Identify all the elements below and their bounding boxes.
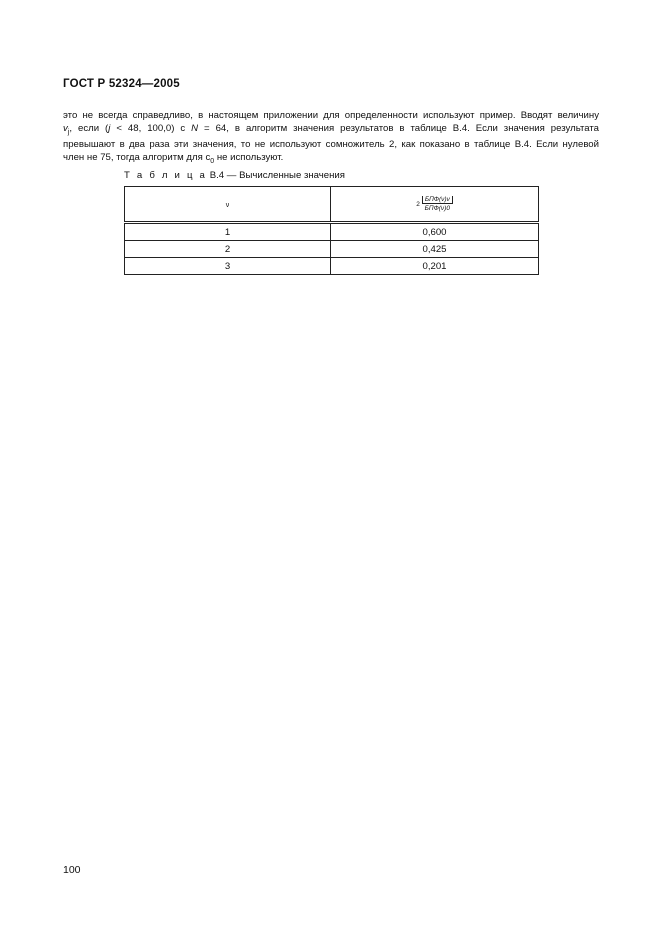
formula (416, 196, 453, 212)
text-segment: = 64, в алгоритм значения результатов в таблице B.4. Если значения результата (198, 122, 599, 134)
cell-nu: 2 (125, 241, 331, 258)
text-segment: член не 75, тогда алгоритм для c (63, 151, 211, 163)
var-j: j (108, 122, 111, 134)
var-j-sub: j (67, 128, 70, 136)
caption-label: Т а б л и ц а (124, 170, 208, 181)
body-paragraph (63, 110, 599, 168)
text-segment: , если ( (69, 122, 109, 134)
page-number: 100 (63, 864, 81, 876)
cell-value: 0,201 (331, 258, 539, 275)
var-v: v (63, 122, 68, 134)
values-table (124, 186, 539, 275)
table-header-row (125, 187, 539, 223)
header-formula (331, 187, 539, 223)
table-row (125, 223, 539, 241)
paragraph-line-1: это не всегда справедливо, в настоящем приложении для определенности используют пример. Вводят величину (63, 110, 599, 121)
var-n: N (191, 122, 199, 134)
header-nu (125, 187, 331, 223)
nu-symbol: ν (225, 201, 230, 209)
formula-fraction (422, 196, 453, 212)
caption-text: B.4 — Вычисленные значения (207, 170, 345, 181)
formula-numerator: БПФ(ν)ν (422, 196, 453, 204)
cell-nu: 3 (125, 258, 331, 275)
cell-value: 0,425 (331, 241, 539, 258)
table-row (125, 241, 539, 258)
formula-denominator: БПФ(ν)0 (424, 205, 450, 212)
cell-nu: 1 (125, 223, 331, 241)
c0-subscript: 0 (210, 157, 215, 165)
table-row (125, 258, 539, 275)
table-caption (124, 170, 345, 181)
paragraph-line-3: превышают в два раза эти значения, то не используют сомножитель 2, как показано в таблице B.4. Если нулевой (63, 139, 599, 151)
document-header: ГОСТ Р 52324—2005 (63, 78, 180, 90)
paragraph-line-4 (63, 152, 599, 169)
paragraph-line-2 (63, 123, 599, 140)
text-segment: < 48, 100,0) с (110, 122, 192, 134)
formula-factor: 2 (416, 200, 420, 208)
cell-value: 0,600 (331, 223, 539, 241)
text-segment: не используют. (214, 151, 284, 163)
